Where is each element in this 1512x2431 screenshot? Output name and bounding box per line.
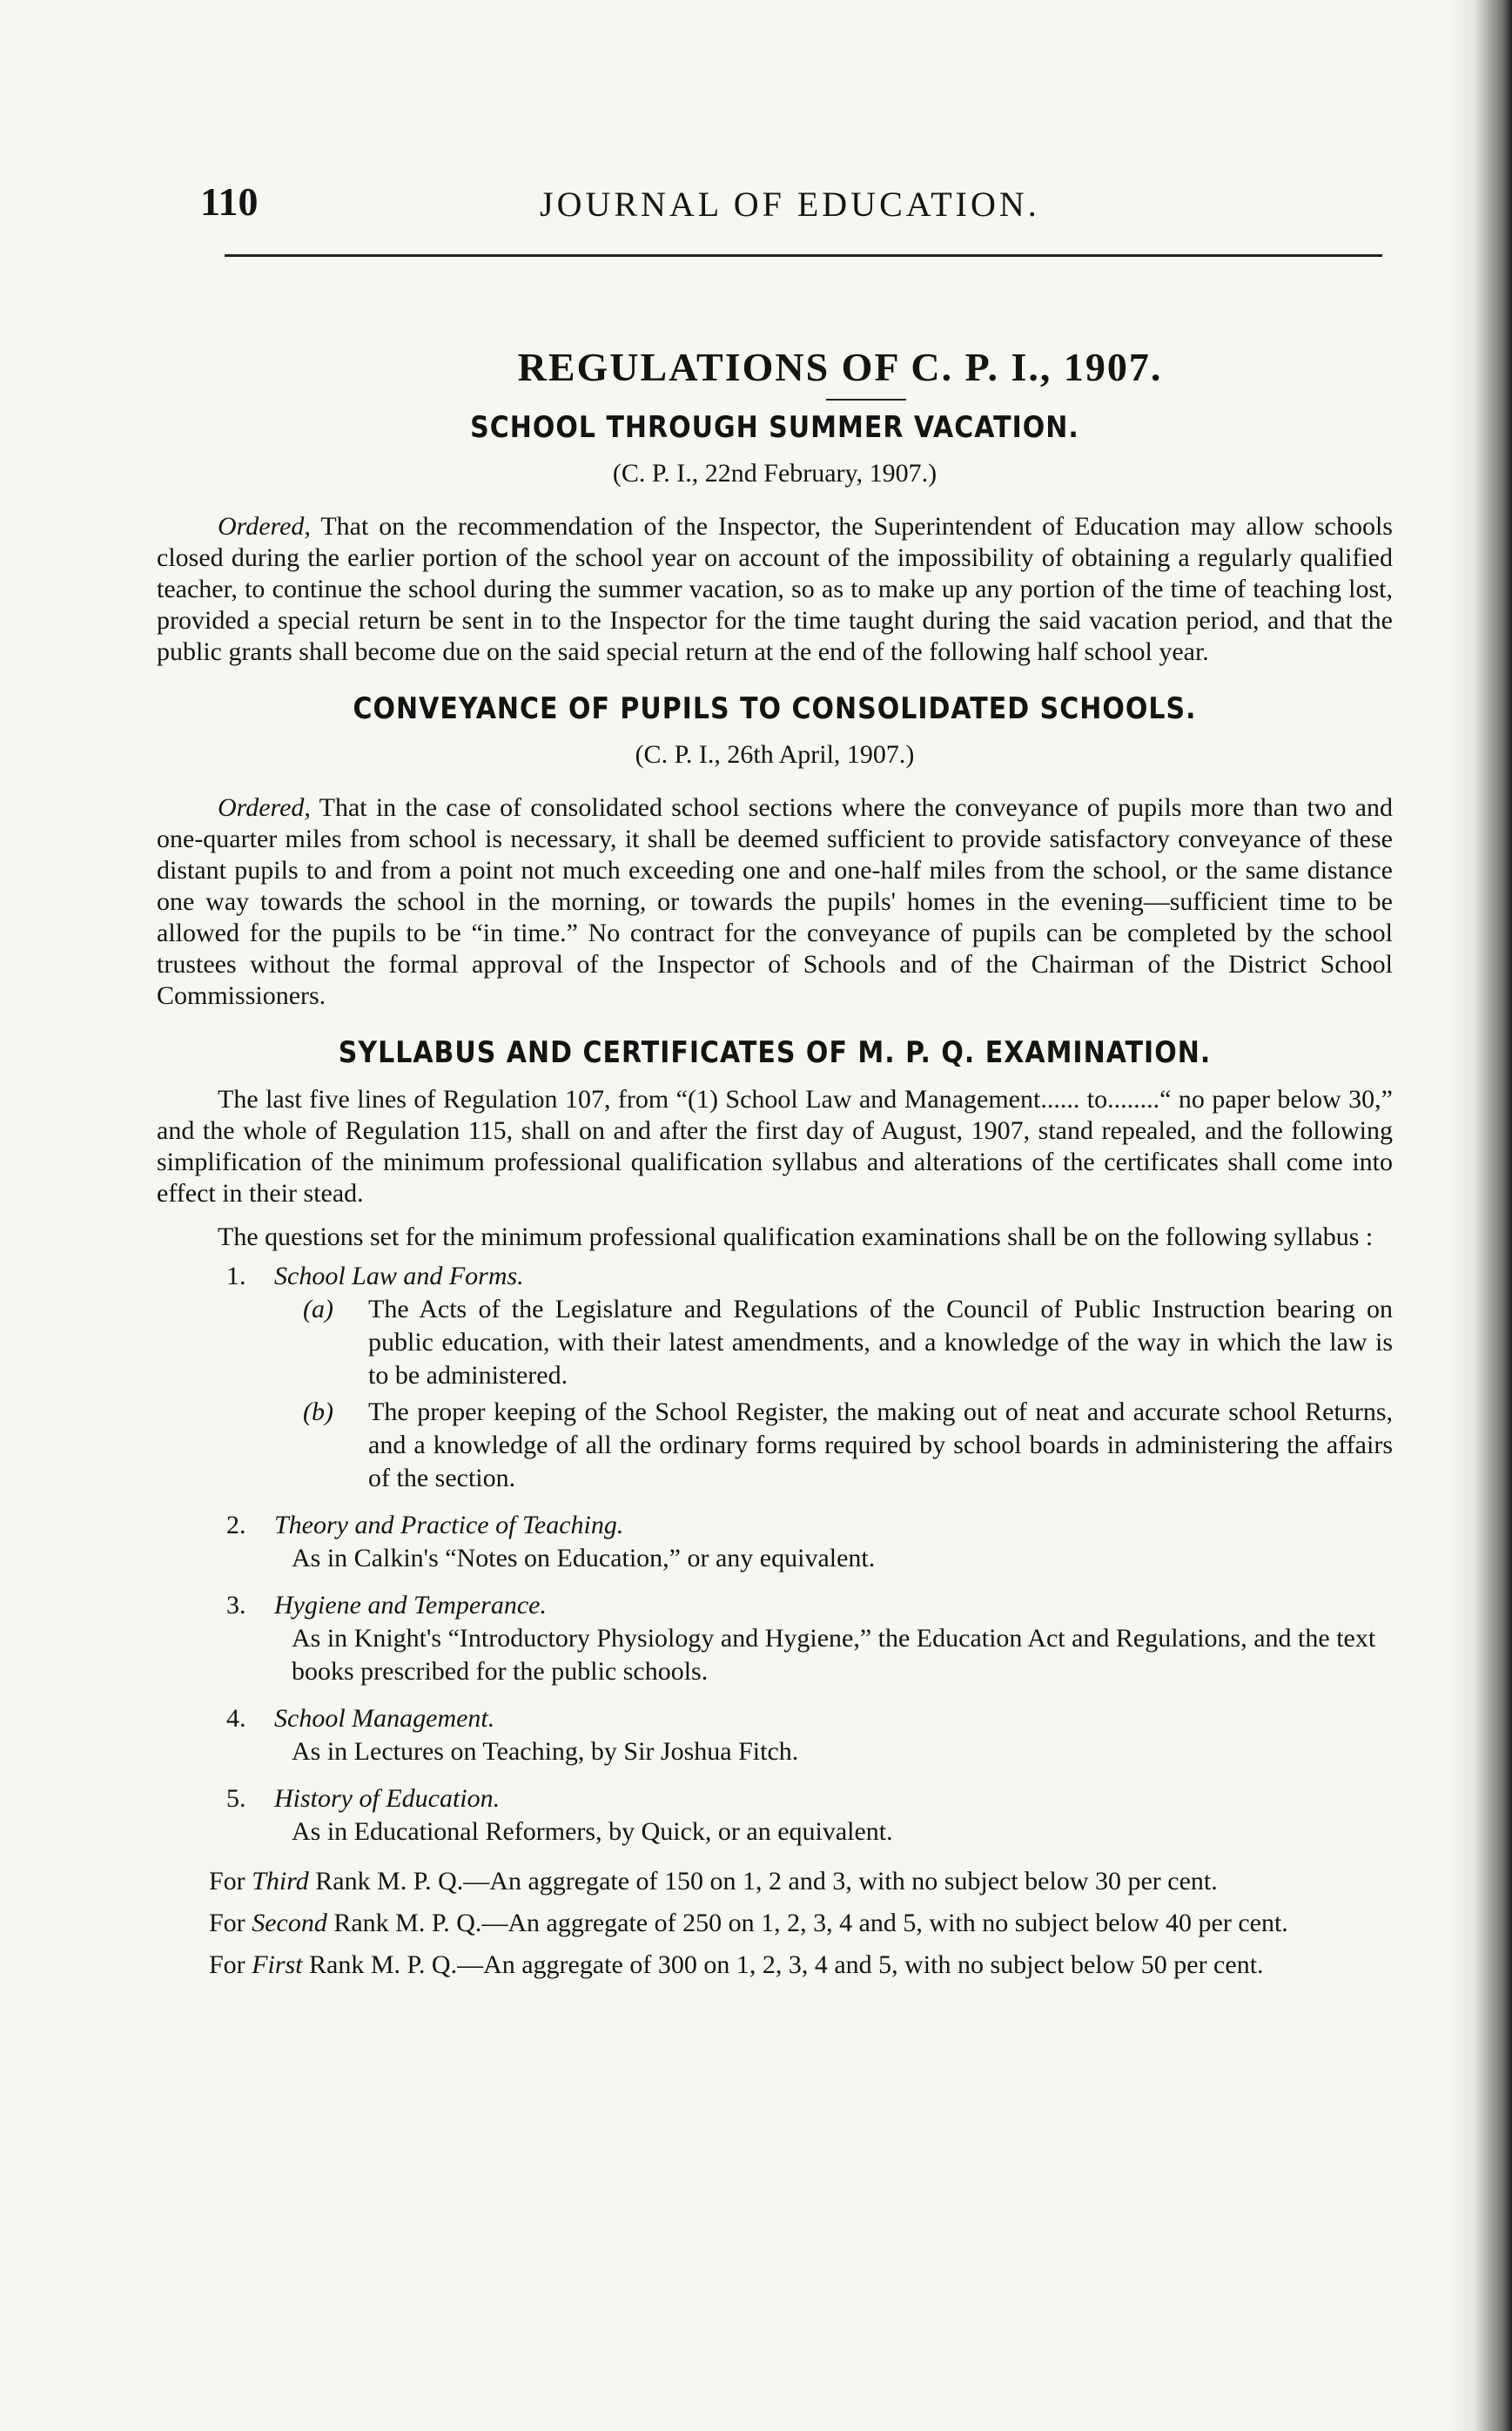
list-item	[157, 1589, 1393, 1688]
item-detail: As in Lectures on Teaching, by Sir Joshua Fitch.	[292, 1737, 799, 1766]
title-rule	[826, 399, 906, 401]
item-number: 3.	[226, 1591, 246, 1620]
item-detail: As in Educational Reformers, by Quick, or an equivalent.	[292, 1817, 893, 1846]
section-paragraph	[157, 792, 1393, 1012]
item-detail: As in Knight's “Introductory Physiology and Hygiene,” the Education Act and Regulations, and the text books prescribed for the public schools.	[292, 1624, 1376, 1686]
item-title: Hygiene and Temperance.	[274, 1591, 547, 1620]
section-heading: CONVEYANCE OF PUPILS TO CONSOLIDATED SCHOOLS.	[353, 691, 1197, 727]
rank-name: First	[252, 1950, 303, 1979]
rank-text: Rank M. P. Q.—An aggregate of 150 on 1, 2 and 3, with no subject below 30 per cent.	[315, 1867, 1218, 1896]
journal-title: JOURNAL OF EDUCATION.	[540, 185, 1040, 224]
item-title: Theory and Practice of Teaching.	[274, 1511, 624, 1539]
syllabus-intro: The last five lines of Regulation 107, from “(1) School Law and Management...... to........“ no paper below 30,” and the whole of Regulation 115, shall on and after the first day of August, 1907, stand repealed, and the following simplification of the minimum professional qualification syllabus and alterations of the certificates shall come into effect in their stead.	[157, 1085, 1393, 1208]
item-number: 4.	[226, 1704, 246, 1733]
list-item	[157, 1509, 1393, 1575]
rank-prefix: For	[209, 1909, 245, 1937]
rank-text: Rank M. P. Q.—An aggregate of 300 on 1, 2, 3, 4 and 5, with no subject below 50 per cent.	[309, 1950, 1264, 1979]
section-heading: SCHOOL THROUGH SUMMER VACATION.	[470, 410, 1079, 446]
sub-item-letter: (b)	[303, 1397, 333, 1426]
rank-prefix: For	[209, 1867, 245, 1896]
section-heading: SYLLABUS AND CERTIFICATES OF M. P. Q. EXAMINATION.	[338, 1035, 1212, 1071]
ordered-word: Ordered,	[218, 512, 311, 541]
rank-prefix: For	[209, 1950, 245, 1979]
sub-item	[157, 1293, 1393, 1392]
page-title: REGULATIONS OF C. P. I., 1907.	[517, 345, 1163, 389]
item-title: History of Education.	[274, 1784, 501, 1813]
section-summer-vacation	[157, 410, 1393, 668]
section-paragraph	[157, 511, 1393, 668]
item-detail: As in Calkin's “Notes on Education,” or any equivalent.	[292, 1544, 876, 1572]
list-item	[157, 1782, 1393, 1849]
item-number: 2.	[226, 1511, 246, 1539]
rank-requirement	[157, 1950, 1393, 1981]
rank-requirement	[157, 1866, 1393, 1897]
rank-name: Third	[252, 1867, 309, 1896]
syllabus-list	[157, 1260, 1393, 1849]
page-content	[157, 344, 1393, 1991]
list-item	[157, 1260, 1393, 1495]
paragraph-text: That in the case of consolidated school sections where the conveyance of pupils more than two and one-quarter miles from school is necessary, it shall be deemed sufficient to provide satisfactory conveyance of these distant pupils to and from a point not much exceeding one and one-half miles from the school, or the same distance one way towards the school in the morning, or towards the pupils' homes in the evening—sufficient time to be allowed for the pupils to be “in time.” No contract for the conveyance of pupils can be completed by the school trustees without the formal approval of the Inspector of Schools and of the Chairman of the District School Commissioners.	[157, 793, 1393, 1010]
paragraph-text: That on the recommendation of the Inspector, the Superintendent of Education may allow schools closed during the earlier portion of the school year on account of the impossibility of obtaining a regularly qualified teacher, to continue the school during the summer vacation, so as to make up any portion of the time of teaching lost, provided a special return be sent in to the Inspector for the time taught during the said vacation period, and that the public grants shall become due on the said special return at the end of the following half school year.	[157, 512, 1393, 666]
section-conveyance	[157, 691, 1393, 1012]
rank-requirement	[157, 1908, 1393, 1939]
page-number: 110	[200, 179, 259, 224]
running-head	[200, 178, 1384, 239]
list-item	[157, 1702, 1393, 1768]
section-syllabus	[157, 1035, 1393, 1981]
rank-name: Second	[252, 1909, 327, 1937]
header-rule	[225, 254, 1382, 257]
rank-text: Rank M. P. Q.—An aggregate of 250 on 1, 2, 3, 4 and 5, with no subject below 40 per cent.	[333, 1909, 1288, 1937]
section-date: (C. P. I., 26th April, 1907.)	[635, 740, 915, 769]
scan-edge-shadow	[1451, 0, 1512, 2431]
item-number: 5.	[226, 1784, 246, 1813]
section-date: (C. P. I., 22nd February, 1907.)	[612, 459, 937, 488]
sub-item	[157, 1396, 1393, 1495]
syllabus-lead: The questions set for the minimum professional qualification examinations shall be on the following syllabus :	[218, 1222, 1374, 1251]
item-number: 1.	[226, 1262, 246, 1290]
item-title: School Law and Forms.	[274, 1262, 524, 1290]
sub-item-text: The proper keeping of the School Register, the making out of neat and accurate school Returns, and a knowledge of all the ordinary forms required by school boards in administering the affairs of the section.	[368, 1397, 1393, 1492]
sub-item-text: The Acts of the Legislature and Regulations of the Council of Public Instruction bearing on public education, with their latest amendments, and a knowledge of the way in which the law is to be administered.	[368, 1295, 1393, 1390]
ordered-word: Ordered,	[218, 793, 311, 822]
sub-item-letter: (a)	[303, 1295, 333, 1323]
item-title: School Management.	[274, 1704, 495, 1733]
